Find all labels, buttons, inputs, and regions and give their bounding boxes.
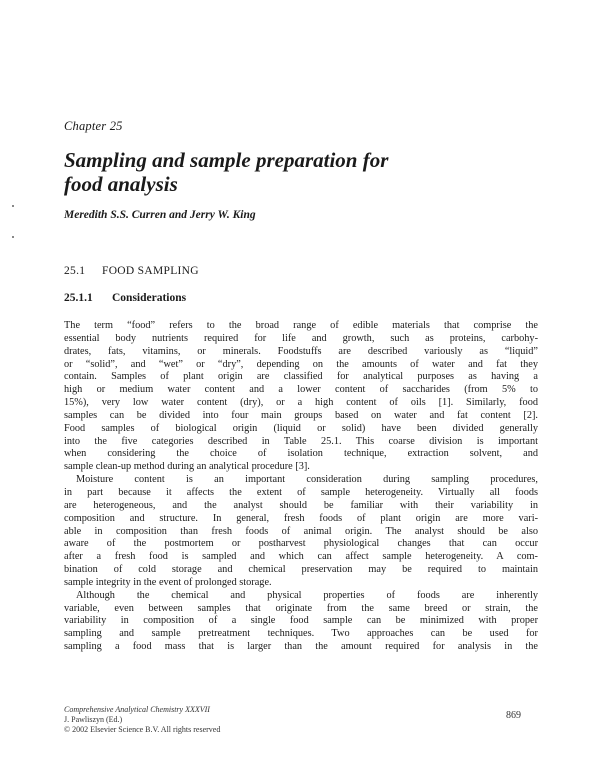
chapter-title-line-1: Sampling and sample preparation for xyxy=(64,148,389,172)
body-line: samples can be divided into four main groups based on water and fat content [2]. xyxy=(64,409,538,421)
body-text xyxy=(64,320,538,654)
body-line: composition and structure. In general, fresh foods of plant origin are more vari- xyxy=(64,512,538,524)
body-line: or “solid”, and “wet” or “dry”, depending on the amounts of water and fat they xyxy=(64,358,538,370)
section-heading xyxy=(64,265,199,277)
body-line: sample integrity in the event of prolonged storage. xyxy=(64,576,272,588)
body-line: Moisture content is an important consideration during sampling procedures, xyxy=(76,474,538,486)
body-line: able in composition than fresh foods of animal origin. The analyst should be also xyxy=(64,525,538,537)
body-line: when considering the choice of isolation technique, extraction solvent, and xyxy=(64,448,538,460)
page-number: 869 xyxy=(506,710,521,721)
body-line: contain. Samples of plant origin are classified for analytical purposes as having a xyxy=(64,371,538,383)
body-line: high or medium water content and a lower content of saccharides (from 5% to xyxy=(64,384,538,396)
body-line: Food samples of biological origin (liquid or solid) have been divided generally xyxy=(64,422,538,434)
section-title: FOOD SAMPLING xyxy=(102,265,199,277)
body-line: in part because it affects the extent of sample heterogeneity. Virtually all foods xyxy=(64,486,538,498)
body-line: bination of cold storage and chemical preservation may be required to maintain xyxy=(64,564,538,576)
subsection-number: 25.1.1 xyxy=(64,292,93,304)
chapter-title xyxy=(64,148,484,196)
footer-copyright: © 2002 Elsevier Science B.V. All rights reserved xyxy=(64,725,221,734)
subsection-title: Considerations xyxy=(112,292,187,304)
footer xyxy=(64,705,220,735)
chapter-label: Chapter 25 xyxy=(64,119,123,133)
margin-mark xyxy=(12,236,14,238)
body-line: sampling a food mass that is larger than the amount required for analysis in the xyxy=(64,641,538,653)
body-line: are heterogeneous, and the analyst should be familiar with their variability in xyxy=(64,499,538,511)
footer-series: Comprehensive Analytical Chemistry XXXVII xyxy=(64,705,210,714)
body-line: 15%), very low water content (dry), or a high content of oils [1]. Similarly, food xyxy=(64,397,538,409)
body-line: sampling and sample pretreatment techniques. Two approaches can be used for xyxy=(64,628,538,640)
subsection-heading xyxy=(64,292,186,304)
body-line: Although the chemical and physical properties of foods are inherently xyxy=(76,589,538,601)
margin-mark xyxy=(12,205,14,207)
body-line: drates, fats, vitamins, or minerals. Foodstuffs are described variously as “liquid” xyxy=(64,345,538,357)
footer-editor: J. Pawliszyn (Ed.) xyxy=(64,715,123,724)
body-line: aware of the postmortem or postharvest physiological changes that can occur xyxy=(64,538,538,550)
body-line: variability in composition of a single food sample can be minimized with proper xyxy=(64,615,538,627)
body-line: sample clean-up method during an analytical procedure [3]. xyxy=(64,461,310,473)
chapter-title-line-2: food analysis xyxy=(64,172,178,196)
authors: Meredith S.S. Curren and Jerry W. King xyxy=(64,209,256,221)
body-line: essential body nutrients required for life and growth, such as proteins, carbohy- xyxy=(64,332,538,344)
body-line: after a fresh food is sampled and which can affect sample heterogeneity. A com- xyxy=(64,551,538,563)
body-line: into the five categories described in Table 25.1. This coarse division is important xyxy=(64,435,538,447)
body-line: The term “food” refers to the broad range of edible materials that comprise the xyxy=(64,320,538,331)
body-line: variable, even between samples that originate from the same breed or strain, the xyxy=(64,602,538,614)
section-number: 25.1 xyxy=(64,265,86,277)
